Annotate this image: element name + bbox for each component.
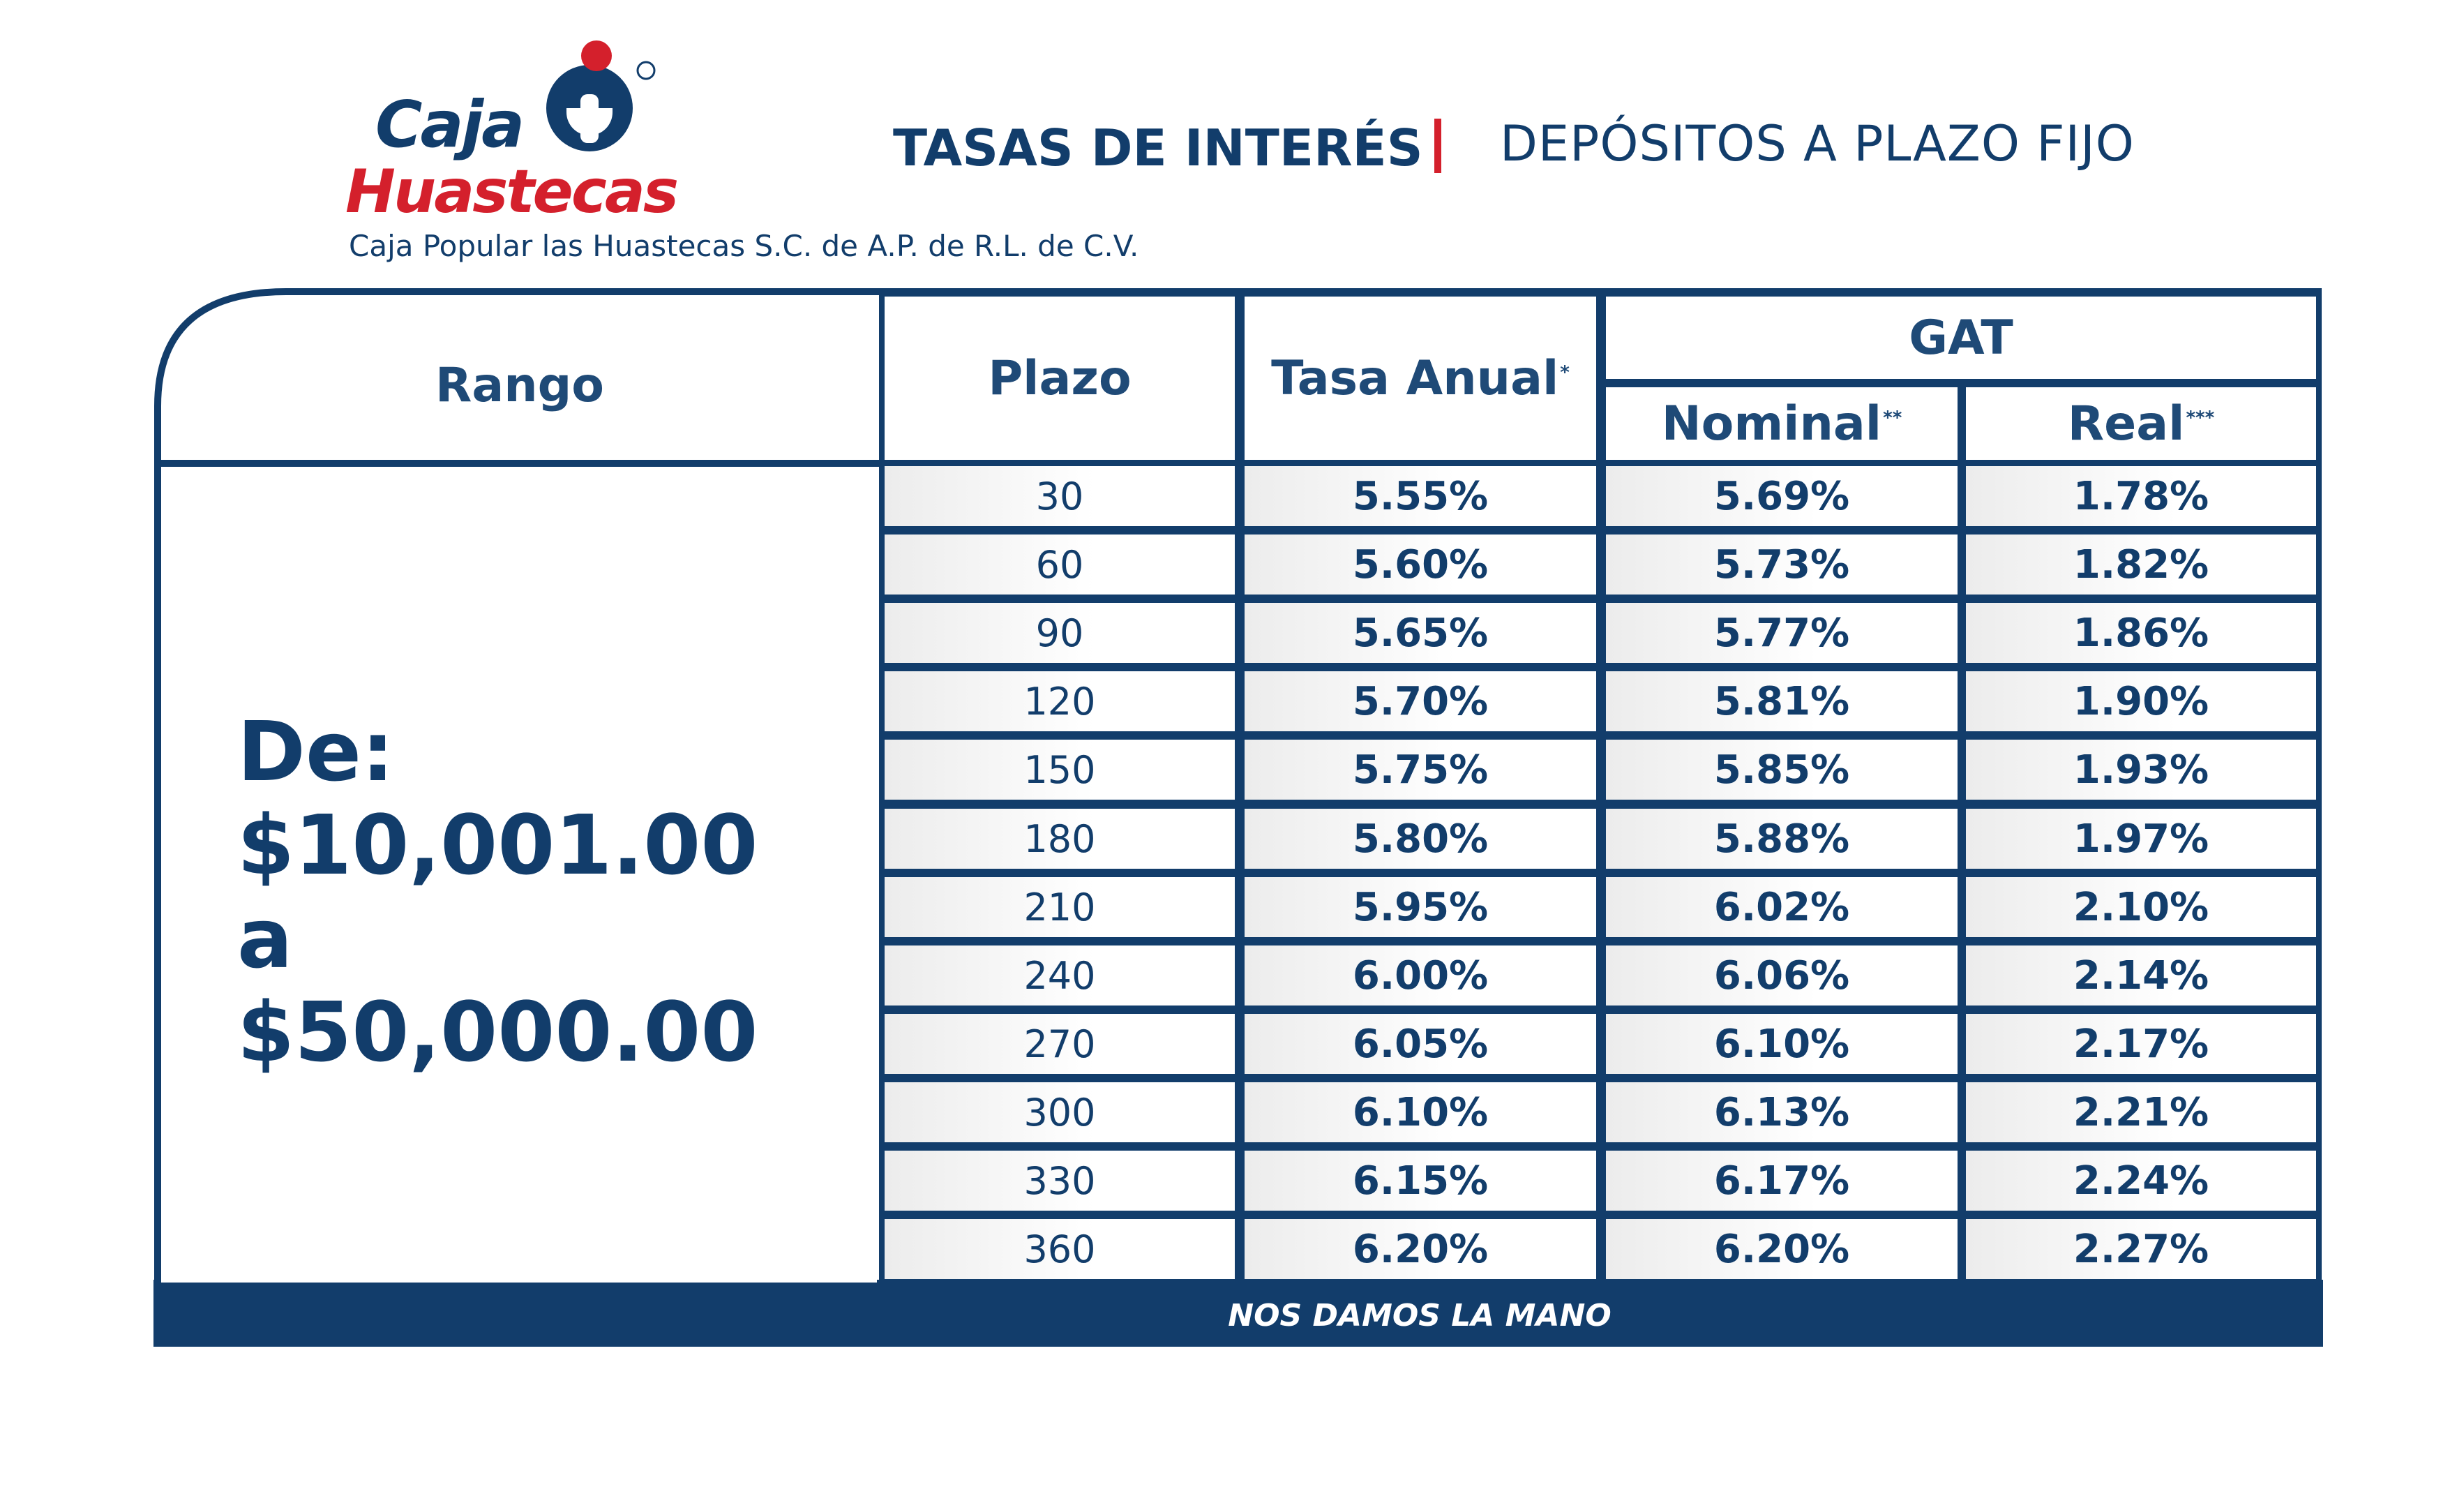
cell-plazo: 300 [885, 1082, 1235, 1142]
real-footnote-mark: *** [2186, 408, 2215, 428]
cell-real: 2.27% [1966, 1219, 2316, 1279]
cell-real: 1.86% [1966, 603, 2316, 663]
cell-plazo: 180 [885, 809, 1235, 869]
cell-real: 1.82% [1966, 535, 2316, 595]
cell-real: 2.17% [1966, 1014, 2316, 1074]
brand-name-line1: Caja [375, 87, 523, 162]
cell-nominal: 5.69% [1606, 466, 1958, 526]
header-rango: Rango [435, 358, 605, 413]
cell-nominal: 6.17% [1606, 1151, 1958, 1211]
header-gat: GAT [1606, 297, 2316, 379]
cell-plazo: 60 [885, 535, 1235, 595]
cell-tasa: 6.10% [1245, 1082, 1596, 1142]
cell-tasa: 6.00% [1245, 945, 1596, 1006]
cell-plazo: 360 [885, 1219, 1235, 1279]
cell-nominal: 5.81% [1606, 671, 1958, 731]
range-from-label: De: [237, 703, 395, 800]
header-plazo: Plazo [885, 297, 1235, 460]
cell-nominal: 6.02% [1606, 877, 1958, 937]
cell-plazo: 30 [885, 466, 1235, 526]
page-title: TASAS DE INTERÉS [893, 119, 1423, 177]
cell-nominal: 5.77% [1606, 603, 1958, 663]
cell-nominal: 6.13% [1606, 1082, 1958, 1142]
cell-tasa: 5.95% [1245, 877, 1596, 937]
cell-plazo: 240 [885, 945, 1235, 1006]
cell-real: 1.97% [1966, 809, 2316, 869]
cell-tasa: 5.70% [1245, 671, 1596, 731]
cell-nominal: 6.06% [1606, 945, 1958, 1006]
cell-tasa: 6.15% [1245, 1151, 1596, 1211]
cell-nominal: 5.73% [1606, 535, 1958, 595]
logo-mark-icon [523, 38, 670, 164]
cell-tasa: 5.80% [1245, 809, 1596, 869]
cell-real: 2.14% [1966, 945, 2316, 1006]
cell-plazo: 330 [885, 1151, 1235, 1211]
brand-name-line2: Huastecas [345, 157, 677, 227]
header-tasa-anual: Tasa Anual * [1245, 297, 1596, 460]
cell-real: 1.93% [1966, 740, 2316, 800]
title-separator [1434, 119, 1441, 173]
header-real: Real *** [1966, 387, 2316, 460]
cell-tasa: 6.05% [1245, 1014, 1596, 1074]
legal-name: Caja Popular las Huastecas S.C. de A.P. de R.L. de C.V. [349, 229, 1139, 263]
cell-real: 2.24% [1966, 1151, 2316, 1211]
cell-plazo: 90 [885, 603, 1235, 663]
footer-slogan: NOS DAMOS LA MANO [1228, 1298, 1612, 1333]
cell-plazo: 150 [885, 740, 1235, 800]
tasa-footnote-mark: * [1560, 362, 1570, 383]
cell-real: 1.78% [1966, 466, 2316, 526]
page-subtitle: DEPÓSITOS A PLAZO FIJO [1500, 115, 2135, 172]
cell-real: 2.21% [1966, 1082, 2316, 1142]
cell-plazo: 120 [885, 671, 1235, 731]
cell-nominal: 5.85% [1606, 740, 1958, 800]
nominal-footnote-mark: ** [1883, 408, 1902, 428]
header-nominal: Nominal ** [1606, 387, 1958, 460]
cell-tasa: 5.65% [1245, 603, 1596, 663]
amount-range [237, 705, 758, 1079]
cell-plazo: 210 [885, 877, 1235, 937]
range-min-amount: $10,001.00 [237, 797, 758, 893]
range-max-amount: $50,000.00 [237, 984, 758, 1080]
brand-logo [342, 38, 677, 227]
cell-tasa: 6.20% [1245, 1219, 1596, 1279]
cell-tasa: 5.60% [1245, 535, 1596, 595]
cell-tasa: 5.75% [1245, 740, 1596, 800]
cell-nominal: 6.10% [1606, 1014, 1958, 1074]
range-to-label: a [237, 890, 293, 987]
cell-nominal: 5.88% [1606, 809, 1958, 869]
cell-real: 1.90% [1966, 671, 2316, 731]
cell-plazo: 270 [885, 1014, 1235, 1074]
cell-tasa: 5.55% [1245, 466, 1596, 526]
cell-nominal: 6.20% [1606, 1219, 1958, 1279]
cell-real: 2.10% [1966, 877, 2316, 937]
